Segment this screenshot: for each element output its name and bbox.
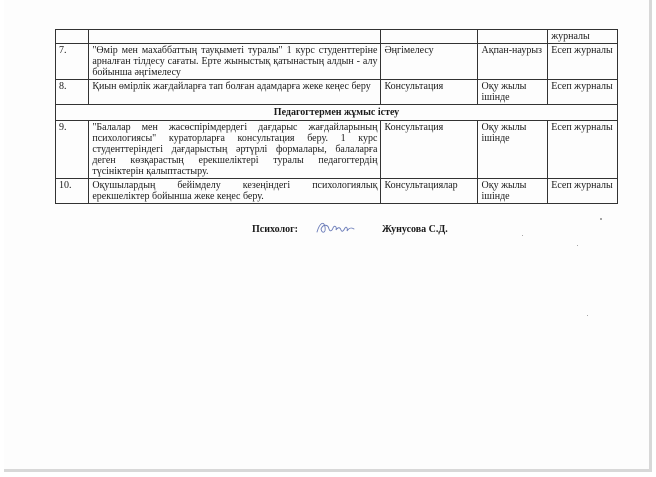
cell-num: 8. xyxy=(56,80,89,105)
table-row xyxy=(56,179,618,204)
signatory-name: Жунусова С.Д. xyxy=(382,224,448,235)
scan-speck xyxy=(577,245,578,246)
scan-speck xyxy=(587,315,588,316)
cell-form xyxy=(381,30,478,44)
section-title: Педагогтермен жұмыс істеу xyxy=(56,105,618,121)
cell-form: Консультация xyxy=(381,80,478,105)
cell-desc: Оқушылардың бейімделу кезеңіндегі психологиялық ерекшеліктер бойынша жеке кеңес беру. xyxy=(89,179,381,204)
cell-num: 9. xyxy=(56,121,89,179)
cell-form: Консультация xyxy=(381,121,478,179)
cell-report: Есеп журналы xyxy=(548,44,618,80)
cell-form: Әңгімелесу xyxy=(381,44,478,80)
document-page xyxy=(4,0,652,472)
cell-term: Оқу жылы ішінде xyxy=(478,179,548,204)
cell-num: 7. xyxy=(56,44,89,80)
cell-num xyxy=(56,30,89,44)
table-row xyxy=(56,80,618,105)
cell-desc xyxy=(89,30,381,44)
plan-table xyxy=(55,29,618,204)
cell-num: 10. xyxy=(56,179,89,204)
cell-report: журналы xyxy=(548,30,618,44)
cell-desc: Қиын өмірлік жағдайларға тап болған адамдарға жеке кеңес беру xyxy=(89,80,381,105)
scan-speck xyxy=(522,235,523,236)
cell-desc: "Балалар мен жасөспірімдердегі дағдарыс жағдайларының психологиясы" кураторларға консультация беру. 1 курс студенттеріндегі дағдарыстың әртүрлі формалары, балаларға деген көзқарастың ерекшеліктері туралы педагогтердің түсініктерін қалыптастыру. xyxy=(89,121,381,179)
handwritten-signature xyxy=(314,218,356,238)
table-row xyxy=(56,121,618,179)
cell-report: Есеп журналы xyxy=(548,80,618,105)
section-header-row xyxy=(56,105,618,121)
cell-report: Есеп журналы xyxy=(548,121,618,179)
table-row xyxy=(56,30,618,44)
cell-desc: "Өмір мен махаббаттың тауқыметі туралы" 1 курс студенттеріне арналған тілдесу сағаты. Ерте жыныстық қатынастың алдын - алу бойынша әңгімелесу xyxy=(89,44,381,80)
table-row xyxy=(56,44,618,80)
cell-term: Оқу жылы ішінде xyxy=(478,121,548,179)
cell-form: Консультациялар xyxy=(381,179,478,204)
scan-speck xyxy=(600,218,602,220)
cell-term: Оқу жылы ішінде xyxy=(478,80,548,105)
cell-term: Ақпан-наурыз xyxy=(478,44,548,80)
cell-report: Есеп журналы xyxy=(548,179,618,204)
signatory-role: Психолог: xyxy=(252,224,298,235)
cell-term xyxy=(478,30,548,44)
